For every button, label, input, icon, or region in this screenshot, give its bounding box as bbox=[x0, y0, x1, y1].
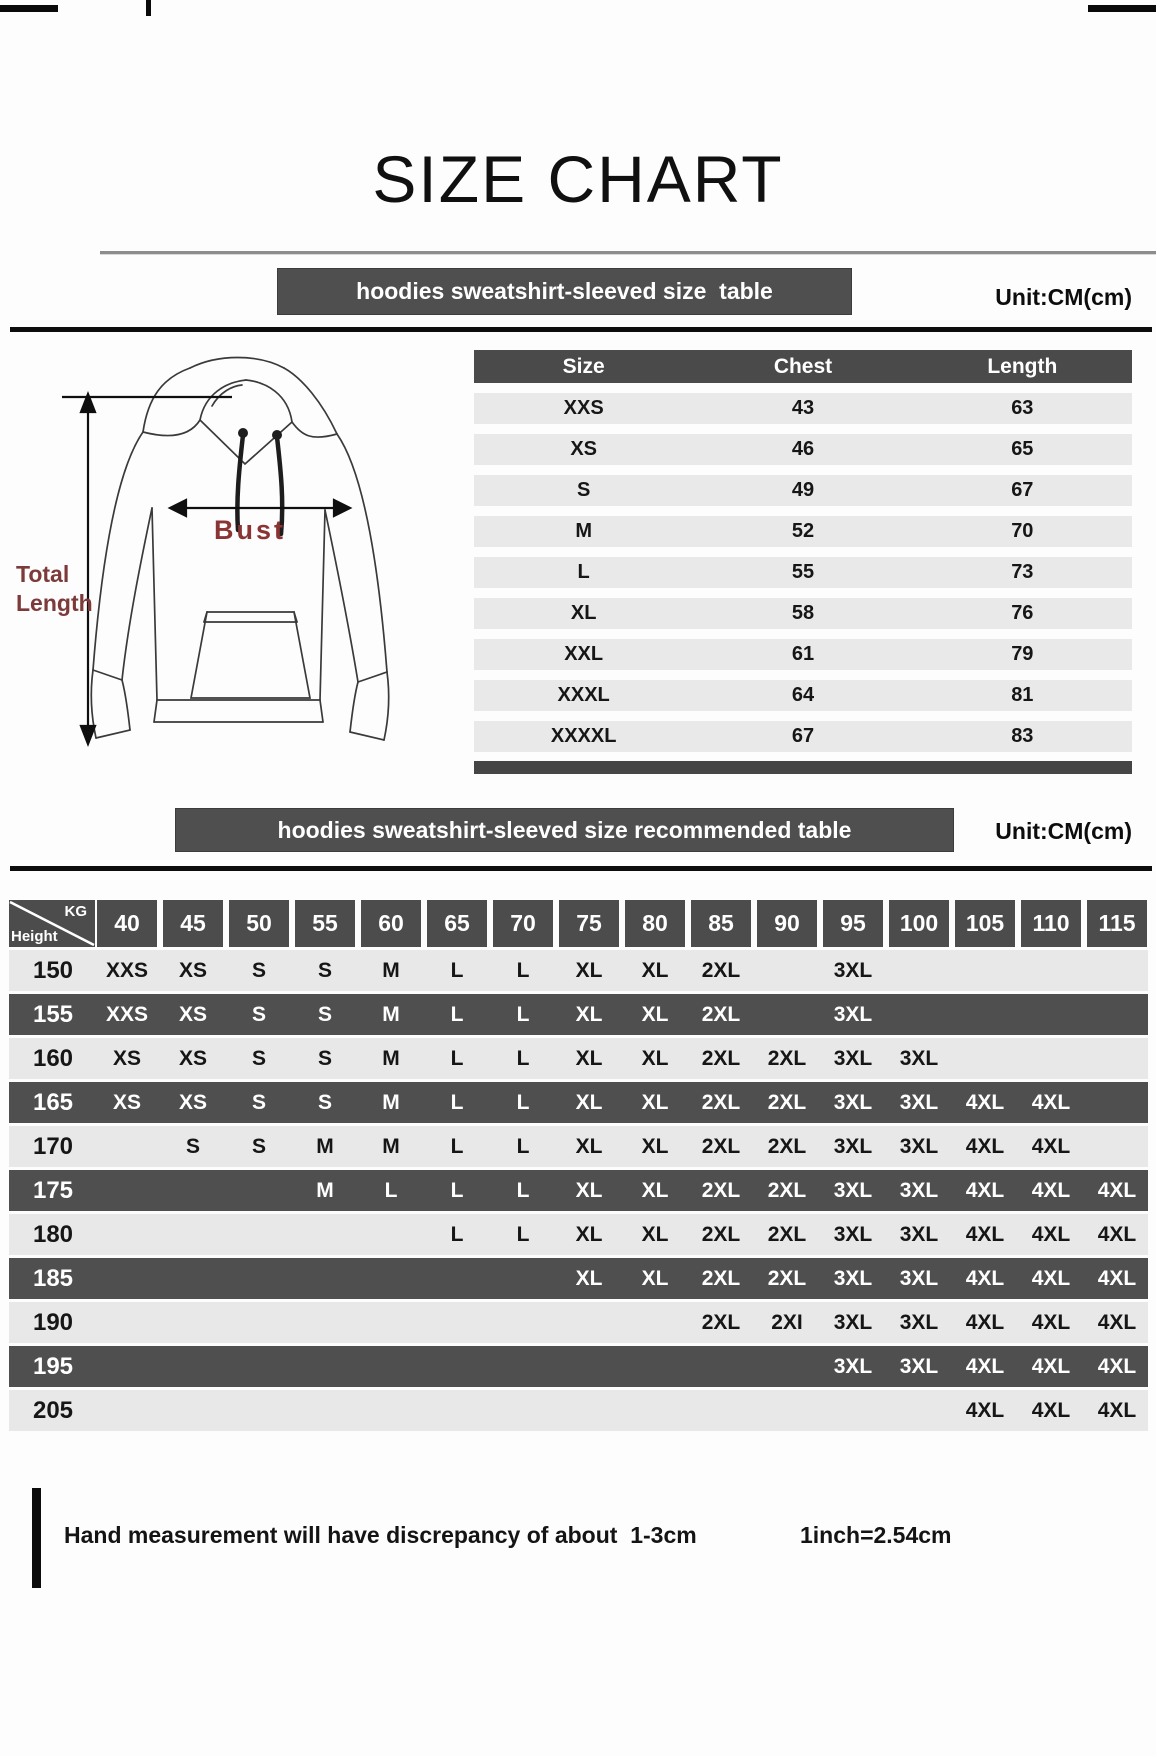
recommended-size-cell: 4XL bbox=[965, 1179, 1005, 1202]
size-table-cell: XXXXL bbox=[550, 725, 617, 747]
recommended-size-cell: XL bbox=[641, 1003, 669, 1026]
recommended-size-cell: 4XL bbox=[1097, 1399, 1137, 1422]
recommended-size-cell: S bbox=[251, 1091, 266, 1114]
recommended-size-cell: 3XL bbox=[899, 1223, 939, 1246]
weight-col-40: 40 bbox=[97, 900, 157, 947]
hoodie-diagram bbox=[0, 340, 460, 755]
size-table bbox=[474, 350, 1132, 774]
recommended-size-cell: XL bbox=[575, 1223, 603, 1246]
recommended-size-cell: 2XL bbox=[701, 959, 741, 982]
size-table-cell: 55 bbox=[791, 561, 815, 583]
size-table-row bbox=[474, 598, 1132, 629]
size-table-rows bbox=[474, 393, 1132, 752]
height-label: 170 bbox=[32, 1133, 74, 1160]
recommended-size-cell: XL bbox=[641, 1091, 669, 1114]
top-right-line-artifact bbox=[1088, 5, 1156, 12]
recommended-size-cell: 2XL bbox=[701, 1267, 741, 1290]
top-left-line-artifact bbox=[0, 5, 58, 12]
recommended-size-cell: XS bbox=[178, 1091, 207, 1114]
recommended-size-cell: 2XL bbox=[767, 1047, 807, 1070]
matrix-row-180 bbox=[9, 1214, 1148, 1255]
col-header-chest: Chest bbox=[773, 355, 833, 378]
recommended-size-cell: 3XL bbox=[833, 1003, 873, 1026]
recommended-size-cell: S bbox=[317, 1047, 332, 1070]
height-label: 195 bbox=[32, 1353, 74, 1380]
size-table-bottom-stripe bbox=[474, 761, 1132, 774]
recommended-size-cell: 4XL bbox=[1031, 1311, 1071, 1334]
recommended-size-cell: 2XL bbox=[767, 1135, 807, 1158]
recommended-size-cell: 4XL bbox=[965, 1223, 1005, 1246]
recommended-size-cell: 3XL bbox=[833, 1223, 873, 1246]
recommended-size-cell: 4XL bbox=[965, 1355, 1005, 1378]
recommended-size-cell: 4XL bbox=[1031, 1355, 1071, 1378]
weight-col-50: 50 bbox=[229, 900, 289, 947]
matrix-row-170 bbox=[9, 1126, 1148, 1167]
size-table-cell: 43 bbox=[791, 397, 815, 419]
recommended-size-cell: 3XL bbox=[899, 1091, 939, 1114]
recommended-size-cell: 4XL bbox=[1097, 1223, 1137, 1246]
recommended-size-cell: M bbox=[382, 1003, 400, 1026]
table2-header-bar: hoodies sweatshirt-sleeved size recommended table bbox=[175, 808, 954, 852]
measurement-note: Hand measurement will have discrepancy of about 1-3cm bbox=[64, 1522, 697, 1548]
recommended-size-cell: M bbox=[382, 959, 400, 982]
recommended-size-cell: XL bbox=[575, 1047, 603, 1070]
recommended-size-cell: 4XL bbox=[965, 1311, 1005, 1334]
recommended-size-cell: XS bbox=[112, 1047, 141, 1070]
recommended-size-cell: XL bbox=[641, 1047, 669, 1070]
matrix-row-165 bbox=[9, 1082, 1148, 1123]
height-label: 185 bbox=[32, 1265, 74, 1292]
recommended-size-cell: 3XL bbox=[833, 1267, 873, 1290]
total-length-line2: Length bbox=[16, 590, 93, 616]
size-table-cell: XXS bbox=[563, 397, 604, 419]
recommended-size-cell: 3XL bbox=[899, 1267, 939, 1290]
size-table-cell: XS bbox=[570, 438, 597, 460]
recommended-size-cell: 2XI bbox=[771, 1311, 803, 1334]
recommended-size-cell: S bbox=[317, 1003, 332, 1026]
recommended-size-cell: S bbox=[251, 1135, 266, 1158]
recommended-size-cell: 4XL bbox=[965, 1399, 1005, 1422]
recommended-size-cell: XL bbox=[575, 1179, 603, 1202]
size-table-cell: 58 bbox=[791, 602, 815, 624]
weight-col-65: 65 bbox=[427, 900, 487, 947]
recommended-size-cell: 4XL bbox=[1031, 1179, 1071, 1202]
weight-col-60: 60 bbox=[361, 900, 421, 947]
height-label: 180 bbox=[32, 1221, 74, 1248]
recommended-size-cell: 3XL bbox=[833, 1135, 873, 1158]
recommended-size-cell: 3XL bbox=[833, 1355, 873, 1378]
recommended-size-cell: XL bbox=[575, 1135, 603, 1158]
recommended-size-cell: 2XL bbox=[767, 1179, 807, 1202]
matrix-row-160 bbox=[9, 1038, 1148, 1079]
recommended-size-cell: M bbox=[382, 1135, 400, 1158]
recommended-size-cell: S bbox=[251, 959, 266, 982]
recommended-size-cell: L bbox=[516, 1003, 530, 1026]
size-table-cell: XL bbox=[570, 602, 597, 624]
weight-col-85: 85 bbox=[691, 900, 751, 947]
recommended-size-cell: 3XL bbox=[899, 1135, 939, 1158]
recommended-size-cell: 3XL bbox=[899, 1355, 939, 1378]
hoodie-line-art bbox=[0, 340, 460, 755]
size-table-row bbox=[474, 475, 1132, 506]
recommended-size-cell: 2XL bbox=[767, 1267, 807, 1290]
table1-header-bar: hoodies sweatshirt-sleeved size table bbox=[277, 268, 852, 315]
recommended-size-cell: L bbox=[450, 1223, 464, 1246]
size-table-cell: 52 bbox=[791, 520, 815, 542]
recommended-size-cell: L bbox=[450, 1091, 464, 1114]
recommended-size-cell: L bbox=[450, 1179, 464, 1202]
size-table-cell: 64 bbox=[791, 684, 815, 706]
recommended-size-cell: L bbox=[516, 1091, 530, 1114]
title-divider bbox=[100, 251, 1156, 255]
recommended-size-cell: S bbox=[317, 959, 332, 982]
recommended-size-cell: 3XL bbox=[833, 1311, 873, 1334]
size-table-cell: 83 bbox=[1011, 725, 1034, 747]
footer-accent-bar bbox=[32, 1488, 41, 1588]
matrix-row-205 bbox=[9, 1390, 1148, 1431]
size-table-cell: 76 bbox=[1011, 602, 1034, 624]
recommended-size-cell: L bbox=[450, 1135, 464, 1158]
recommended-size-cell: 2XL bbox=[767, 1223, 807, 1246]
matrix-corner-cell bbox=[9, 900, 95, 947]
recommended-size-cell: XXS bbox=[105, 959, 149, 982]
page-title: SIZE CHART bbox=[372, 142, 784, 216]
recommended-size-cell: M bbox=[316, 1135, 334, 1158]
weight-col-75: 75 bbox=[559, 900, 619, 947]
recommended-size-cell: 3XL bbox=[899, 1047, 939, 1070]
recommended-size-cell: 4XL bbox=[1031, 1091, 1071, 1114]
weight-col-95: 95 bbox=[823, 900, 883, 947]
size-table-cell: 61 bbox=[791, 643, 815, 665]
recommended-size-cell: S bbox=[185, 1135, 200, 1158]
divider-line-1 bbox=[10, 327, 1152, 332]
recommended-size-cell: 4XL bbox=[965, 1091, 1005, 1114]
recommended-size-cell: XS bbox=[112, 1091, 141, 1114]
recommended-size-cell: 2XL bbox=[701, 1003, 741, 1026]
recommended-size-cell: XL bbox=[575, 959, 603, 982]
recommended-size-cell: 2XL bbox=[767, 1091, 807, 1114]
recommended-size-cell: L bbox=[516, 959, 530, 982]
weight-col-105: 105 bbox=[955, 900, 1015, 947]
total-length-line1: Total bbox=[16, 561, 70, 587]
recommended-size-cell: 2XL bbox=[701, 1311, 741, 1334]
recommended-size-cell: 2XL bbox=[701, 1091, 741, 1114]
recommended-size-cell: S bbox=[251, 1047, 266, 1070]
recommended-size-cell: L bbox=[450, 959, 464, 982]
size-table-cell: 81 bbox=[1011, 684, 1034, 706]
recommended-size-cell: XL bbox=[641, 1267, 669, 1290]
recommended-size-cell: L bbox=[450, 1003, 464, 1026]
height-label: 205 bbox=[32, 1397, 74, 1424]
recommended-size-cell: 4XL bbox=[965, 1135, 1005, 1158]
height-label: 150 bbox=[32, 957, 74, 984]
height-label: 190 bbox=[32, 1309, 74, 1336]
matrix-row-185 bbox=[9, 1258, 1148, 1299]
recommended-size-cell: 4XL bbox=[1031, 1399, 1071, 1422]
recommended-size-cell: S bbox=[251, 1003, 266, 1026]
recommended-size-cell: L bbox=[450, 1047, 464, 1070]
recommended-size-cell: 4XL bbox=[1031, 1223, 1071, 1246]
recommended-size-cell: 4XL bbox=[1097, 1179, 1137, 1202]
size-table-row bbox=[474, 393, 1132, 424]
corner-kg-label: KG bbox=[64, 903, 87, 920]
size-table-cell: S bbox=[576, 479, 591, 501]
size-table-row bbox=[474, 434, 1132, 465]
recommended-size-table bbox=[9, 900, 1148, 1434]
corner-height-label: Height bbox=[11, 928, 58, 945]
height-label: 160 bbox=[32, 1045, 74, 1072]
size-table-cell: 70 bbox=[1011, 520, 1034, 542]
weight-col-70: 70 bbox=[493, 900, 553, 947]
recommended-size-cell: S bbox=[317, 1091, 332, 1114]
size-table-cell: L bbox=[577, 561, 590, 583]
recommended-size-cell: 2XL bbox=[701, 1047, 741, 1070]
matrix-row-150 bbox=[9, 950, 1148, 991]
inch-conversion-note: 1inch=2.54cm bbox=[800, 1522, 952, 1548]
matrix-row-190 bbox=[9, 1302, 1148, 1343]
recommended-size-cell: XS bbox=[178, 959, 207, 982]
divider-line-2 bbox=[10, 866, 1152, 871]
size-table-cell: XXXL bbox=[557, 684, 610, 706]
size-table-row bbox=[474, 516, 1132, 547]
size-table-row bbox=[474, 639, 1132, 670]
recommended-size-cell: 2XL bbox=[701, 1223, 741, 1246]
size-table-cell: 63 bbox=[1011, 397, 1034, 419]
size-table-row bbox=[474, 557, 1132, 588]
recommended-size-cell: 4XL bbox=[1097, 1311, 1137, 1334]
top-tick-artifact bbox=[146, 0, 151, 16]
recommended-size-cell: XXS bbox=[105, 1003, 149, 1026]
recommended-size-cell: M bbox=[316, 1179, 334, 1202]
weight-col-115: 115 bbox=[1087, 900, 1147, 947]
size-table-cell: 49 bbox=[791, 479, 815, 501]
weight-col-90: 90 bbox=[757, 900, 817, 947]
recommended-size-cell: XL bbox=[575, 1091, 603, 1114]
size-table-row bbox=[474, 721, 1132, 752]
recommended-size-cell: 4XL bbox=[1097, 1267, 1137, 1290]
size-table-header bbox=[474, 350, 1132, 383]
recommended-size-cell: 4XL bbox=[965, 1267, 1005, 1290]
recommended-size-cell: XL bbox=[641, 959, 669, 982]
recommended-size-cell: 3XL bbox=[833, 1091, 873, 1114]
matrix-row-155 bbox=[9, 994, 1148, 1035]
recommended-size-cell: XL bbox=[641, 1223, 669, 1246]
recommended-size-cell: M bbox=[382, 1091, 400, 1114]
recommended-size-cell: 3XL bbox=[833, 1179, 873, 1202]
recommended-size-cell: 3XL bbox=[899, 1179, 939, 1202]
recommended-size-cell: 4XL bbox=[1031, 1267, 1071, 1290]
total-length-label bbox=[16, 560, 93, 618]
recommended-size-cell: 4XL bbox=[1031, 1135, 1071, 1158]
size-table-cell: 79 bbox=[1011, 643, 1034, 665]
recommended-size-cell: 2XL bbox=[701, 1179, 741, 1202]
weight-col-55: 55 bbox=[295, 900, 355, 947]
table2-unit-label: Unit:CM(cm) bbox=[995, 818, 1132, 844]
recommended-size-cell: L bbox=[516, 1179, 530, 1202]
size-table-cell: XXL bbox=[564, 643, 604, 665]
table1-unit-label: Unit:CM(cm) bbox=[995, 284, 1132, 310]
col-header-size: Size bbox=[562, 355, 605, 378]
weight-col-45: 45 bbox=[163, 900, 223, 947]
size-table-row bbox=[474, 680, 1132, 711]
recommended-size-cell: 3XL bbox=[833, 1047, 873, 1070]
size-table-cell: M bbox=[575, 520, 592, 542]
size-table-cell: 73 bbox=[1011, 561, 1034, 583]
weight-col-100: 100 bbox=[889, 900, 949, 947]
recommended-size-cell: 4XL bbox=[1097, 1355, 1137, 1378]
height-label: 165 bbox=[32, 1089, 74, 1116]
recommended-size-cell: L bbox=[516, 1223, 530, 1246]
size-table-cell: 67 bbox=[1011, 479, 1034, 501]
recommended-size-cell: XL bbox=[575, 1003, 603, 1026]
size-table-cell: 46 bbox=[791, 438, 815, 460]
matrix-row-175 bbox=[9, 1170, 1148, 1211]
recommended-size-cell: XS bbox=[178, 1047, 207, 1070]
height-label: 175 bbox=[32, 1177, 74, 1204]
matrix-row-195 bbox=[9, 1346, 1148, 1387]
recommended-size-cell: M bbox=[382, 1047, 400, 1070]
size-table-cell: 65 bbox=[1011, 438, 1034, 460]
recommended-size-cell: XL bbox=[641, 1135, 669, 1158]
bust-label: Bust bbox=[214, 515, 286, 545]
weight-col-110: 110 bbox=[1021, 900, 1081, 947]
recommended-size-cell: L bbox=[384, 1179, 398, 1202]
size-table-cell: 67 bbox=[791, 725, 815, 747]
weight-col-80: 80 bbox=[625, 900, 685, 947]
height-label: 155 bbox=[32, 1001, 74, 1028]
recommended-size-cell: 3XL bbox=[899, 1311, 939, 1334]
col-header-length: Length bbox=[987, 355, 1058, 378]
recommended-size-cell: XL bbox=[641, 1179, 669, 1202]
recommended-size-cell: XS bbox=[178, 1003, 207, 1026]
recommended-size-cell: XL bbox=[575, 1267, 603, 1290]
recommended-size-cell: L bbox=[516, 1135, 530, 1158]
recommended-size-cell: L bbox=[516, 1047, 530, 1070]
recommended-size-cell: 3XL bbox=[833, 959, 873, 982]
recommended-size-cell: 2XL bbox=[701, 1135, 741, 1158]
